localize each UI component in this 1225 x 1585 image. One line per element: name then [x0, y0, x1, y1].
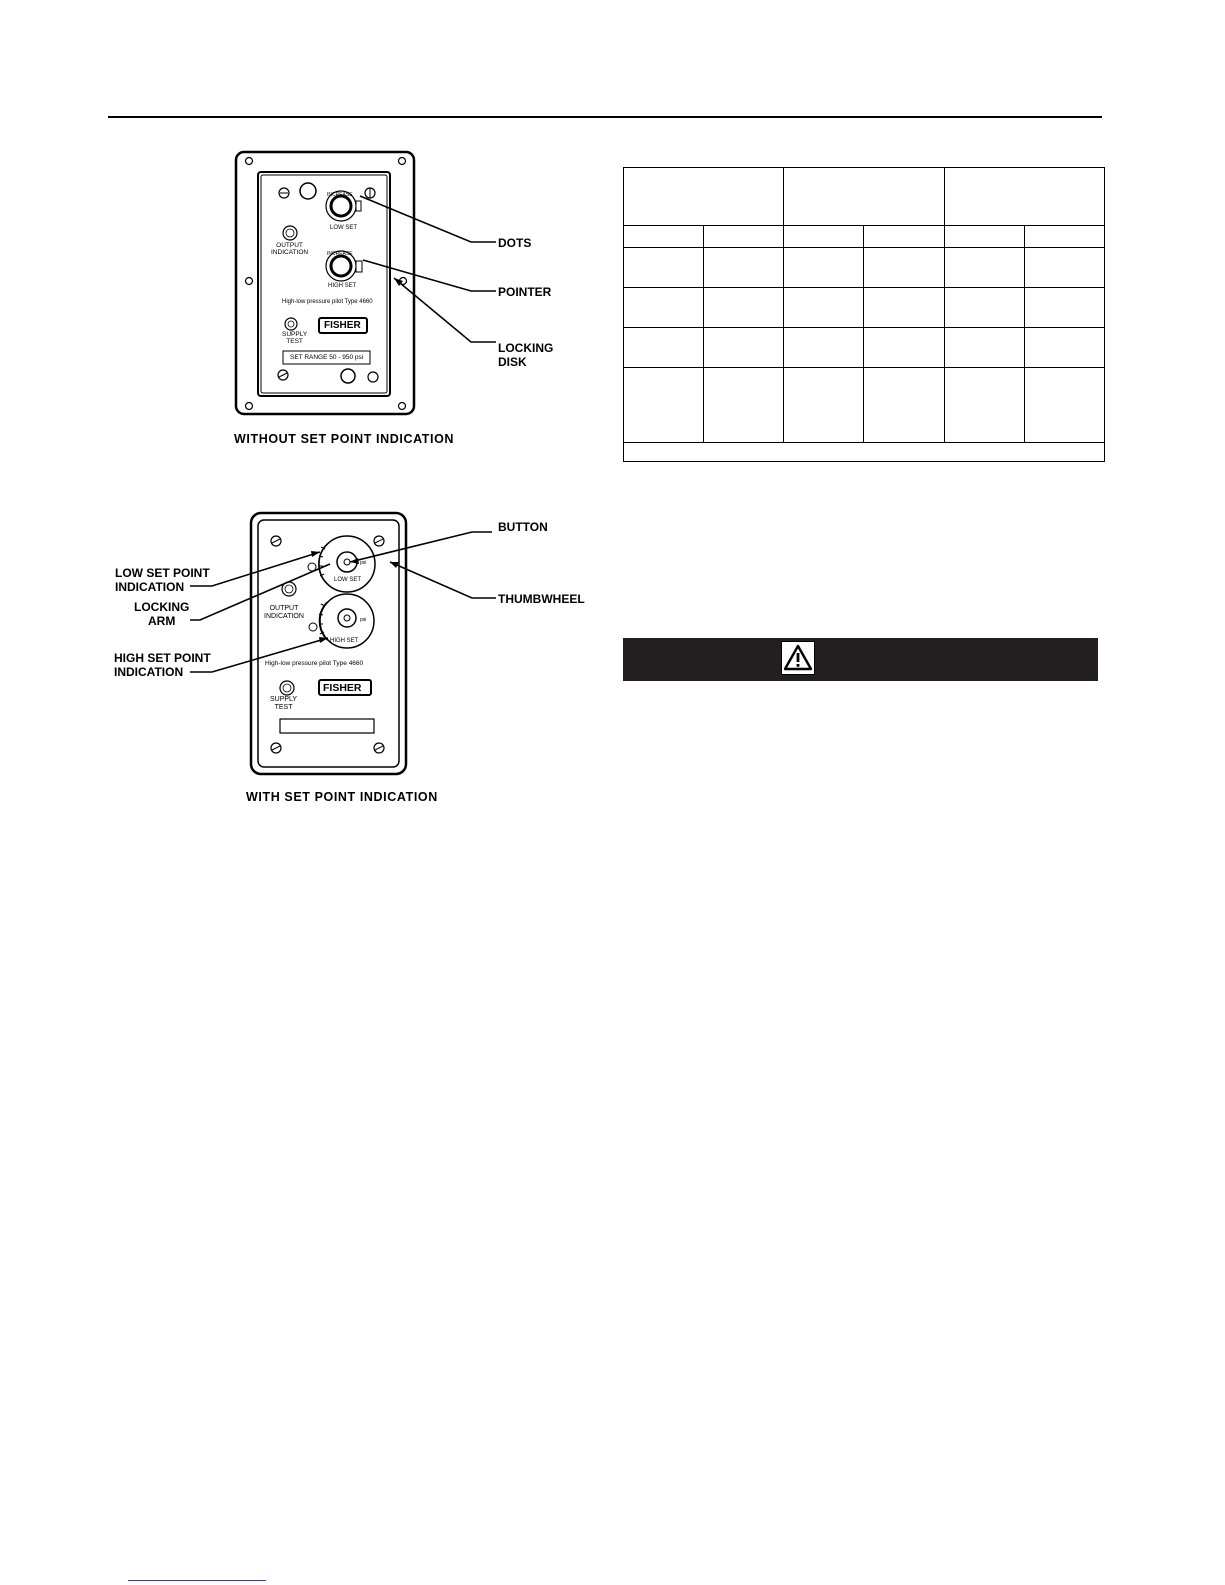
increase-label-low: INCREASE: [327, 192, 353, 198]
psi-label-top: psi: [360, 560, 367, 566]
caption-with-set-point: WITH SET POINT INDICATION: [246, 790, 438, 804]
table-cell: [704, 248, 784, 288]
table-cell: [624, 288, 704, 328]
table-subheader-row: [624, 226, 1105, 248]
warning-triangle-icon: [781, 641, 815, 675]
callout-high-set-point: HIGH SET POINT INDICATION: [114, 651, 211, 679]
set-range-text: SET RANGE 50 - 950 psi: [290, 354, 364, 361]
model-text: High-low pressure pilot Type 4660: [282, 299, 373, 305]
table-cell: [1024, 288, 1104, 328]
low-set-label: LOW SET: [330, 225, 358, 231]
table-row: [624, 288, 1105, 328]
bottom-leader-lines: [190, 520, 500, 680]
callout-low-set-point: LOW SET POINT INDICATION: [115, 566, 210, 594]
table-cell: [704, 328, 784, 368]
caption-without-set-point: WITHOUT SET POINT INDICATION: [234, 432, 455, 446]
table-cell: [624, 368, 704, 443]
high-set-label-b: HIGH SET: [330, 638, 359, 644]
output-indication-label-b: OUTPUT INDICATION: [264, 605, 304, 620]
table-cell: [624, 248, 704, 288]
table-row: [624, 248, 1105, 288]
table-cell: [864, 368, 944, 443]
table-row: [624, 368, 1105, 443]
table-cell: [864, 288, 944, 328]
top-leader-lines: [350, 190, 500, 350]
table-cell: [944, 288, 1024, 328]
table-cell: [864, 248, 944, 288]
table-cell: [1024, 248, 1104, 288]
table-cell: [1024, 226, 1104, 248]
table-cell: [944, 328, 1024, 368]
table-footnote-row: [624, 443, 1105, 462]
table-cell: [784, 368, 864, 443]
fisher-logo: FISHER: [324, 320, 361, 331]
table-cell: [784, 226, 864, 248]
table-cell: [944, 168, 1104, 226]
table-cell: [1024, 368, 1104, 443]
table-cell: [704, 368, 784, 443]
fisher-logo-b: FISHER: [323, 682, 362, 694]
specification-table: [623, 167, 1105, 462]
warning-banner: [623, 638, 1098, 681]
table-cell: [704, 288, 784, 328]
table-cell: [624, 168, 784, 226]
table-cell: [784, 288, 864, 328]
supply-test-label: SUPPLY TEST: [282, 331, 308, 345]
table-cell: [784, 168, 944, 226]
callout-thumbwheel: THUMBWHEEL: [498, 592, 585, 606]
low-set-label-b: LOW SET: [334, 577, 362, 583]
table-cell: [944, 226, 1024, 248]
table-cell: [944, 368, 1024, 443]
table-cell: [624, 226, 704, 248]
footer-link-underline: [128, 1580, 266, 1581]
table-cell: [864, 328, 944, 368]
callout-dots: DOTS: [498, 236, 532, 250]
table-cell: [704, 226, 784, 248]
table-cell: [624, 328, 704, 368]
psi-label-bottom: psi: [360, 617, 367, 623]
table-header-row: [624, 168, 1105, 226]
high-set-label: HIGH SET: [328, 283, 357, 289]
callout-pointer: POINTER: [498, 285, 552, 299]
callout-locking-disk: LOCKING DISK: [498, 341, 554, 369]
table-cell: [1024, 328, 1104, 368]
supply-test-label-b: SUPPLY TEST: [270, 696, 298, 711]
table-cell: [864, 226, 944, 248]
table-row: [624, 328, 1105, 368]
table-cell: [944, 248, 1024, 288]
table-cell: [784, 248, 864, 288]
callout-locking-arm: LOCKING ARM: [134, 600, 190, 628]
output-indication-label: OUTPUT INDICATION: [271, 242, 309, 256]
callout-button: BUTTON: [498, 520, 548, 534]
increase-label-high: INCREASE: [327, 251, 353, 257]
model-text-b: High-low pressure pilot Type 4660: [265, 660, 364, 667]
table-cell: [784, 328, 864, 368]
table-cell: [624, 443, 1105, 462]
header-rule: [108, 116, 1102, 118]
